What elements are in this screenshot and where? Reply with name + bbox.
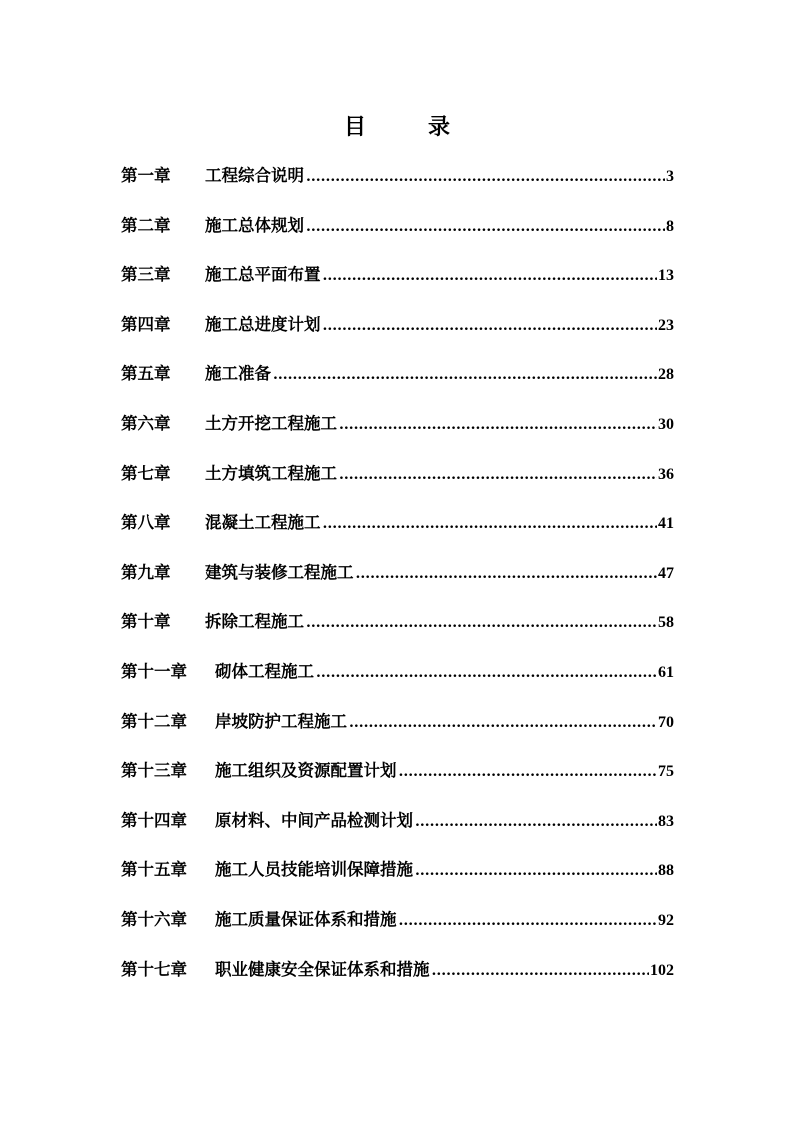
toc-dot-leader: [339, 411, 657, 439]
toc-dot-leader: [415, 857, 657, 885]
toc-dot-leader: [399, 758, 658, 786]
toc-chapter-title: 土方填筑工程施工: [205, 463, 337, 483]
toc-chapter-label: 第十一章: [121, 661, 187, 681]
toc-chapter-title: 施工组织及资源配置计划: [215, 761, 397, 781]
toc-chapter-label: 第九章: [121, 562, 171, 582]
toc-page-number: 36: [658, 465, 674, 483]
toc-chapter-label: 第十章: [121, 612, 171, 632]
toc-entry-9[interactable]: [121, 559, 674, 609]
toc-chapter-label: 第三章: [121, 265, 171, 285]
toc-chapter-title: 工程综合说明: [205, 166, 304, 185]
toc-chapter-label: 第七章: [121, 463, 171, 483]
toc-chapter-label: 第二章: [121, 215, 171, 235]
toc-dot-leader: [356, 560, 658, 588]
toc-chapter-title: 拆除工程施工: [205, 612, 304, 632]
toc-entry-4[interactable]: [121, 311, 674, 361]
toc-entry-5[interactable]: [121, 360, 674, 410]
toc-dot-leader: [306, 163, 665, 191]
toc-chapter-title: 施工准备: [205, 364, 271, 384]
toc-dot-leader: [432, 957, 650, 985]
toc-entry-17[interactable]: [121, 956, 674, 1006]
toc-dot-leader: [323, 312, 658, 340]
toc-chapter-label: 第十六章: [121, 909, 187, 929]
toc-entry-6[interactable]: [121, 410, 674, 460]
toc-chapter-title: 原材料、中间产品检测计划: [215, 810, 413, 830]
toc-chapter-label: 第一章: [121, 166, 171, 185]
toc-page-number: 28: [658, 366, 674, 384]
toc-dot-leader: [316, 659, 657, 687]
toc-chapter-label: 第十五章: [121, 860, 187, 880]
toc-chapter-label: 第十四章: [121, 810, 187, 830]
toc-entry-13[interactable]: [121, 757, 674, 807]
toc-chapter-title: 施工总体规划: [205, 215, 304, 235]
toc-entry-16[interactable]: [121, 906, 674, 956]
toc-chapter-title: 施工人员技能培训保障措施: [215, 860, 413, 880]
toc-chapter-label: 第十三章: [121, 761, 187, 781]
toc-entry-11[interactable]: [121, 658, 674, 708]
toc-page-number: 8: [666, 217, 674, 235]
toc-list: [121, 162, 674, 1005]
toc-title: 目 录: [343, 114, 470, 140]
toc-chapter-title: 职业健康安全保证体系和措施: [215, 959, 430, 979]
toc-page-number: 70: [658, 713, 674, 731]
toc-dot-leader: [306, 213, 665, 241]
toc-dot-leader: [273, 361, 657, 389]
toc-dot-leader: [306, 609, 657, 637]
toc-dot-leader: [323, 510, 658, 538]
toc-page-number: 47: [658, 564, 674, 582]
toc-chapter-title: 施工总进度计划: [205, 314, 321, 334]
toc-chapter-label: 第五章: [121, 364, 171, 384]
toc-page-number: 61: [658, 663, 674, 681]
toc-chapter-title: 砌体工程施工: [215, 661, 314, 681]
toc-page-number: 30: [658, 415, 674, 433]
toc-page-number: 75: [658, 763, 674, 781]
toc-page-number: 58: [658, 614, 674, 632]
toc-page-number: 23: [658, 316, 674, 334]
toc-entry-15[interactable]: [121, 856, 674, 906]
toc-dot-leader: [339, 461, 657, 489]
toc-dot-leader: [323, 262, 658, 290]
toc-entry-1[interactable]: [121, 162, 674, 212]
toc-entry-3[interactable]: [121, 261, 674, 311]
toc-page-number: 102: [650, 961, 674, 979]
toc-entry-10[interactable]: [121, 608, 674, 658]
toc-entry-7[interactable]: [121, 460, 674, 510]
toc-entry-14[interactable]: [121, 807, 674, 857]
toc-dot-leader: [399, 907, 658, 935]
toc-chapter-label: 第十二章: [121, 711, 187, 731]
toc-chapter-title: 土方开挖工程施工: [205, 413, 337, 433]
toc-page-number: 88: [658, 862, 674, 880]
toc-dot-leader: [349, 709, 657, 737]
toc-chapter-label: 第十七章: [121, 959, 187, 979]
toc-chapter-title: 混凝土工程施工: [205, 513, 321, 533]
toc-dot-leader: [415, 808, 657, 836]
toc-chapter-label: 第八章: [121, 513, 171, 533]
toc-chapter-title: 施工质量保证体系和措施: [215, 909, 397, 929]
toc-page-number: 83: [658, 812, 674, 830]
toc-chapter-label: 第四章: [121, 314, 171, 334]
toc-page-number: 3: [666, 168, 674, 185]
toc-chapter-label: 第六章: [121, 413, 171, 433]
toc-entry-12[interactable]: [121, 708, 674, 758]
toc-chapter-title: 建筑与装修工程施工: [205, 562, 354, 582]
toc-entry-8[interactable]: [121, 509, 674, 559]
toc-page-number: 92: [658, 911, 674, 929]
toc-page-number: 13: [658, 267, 674, 285]
toc-chapter-title: 岸坡防护工程施工: [215, 711, 347, 731]
toc-entry-2[interactable]: [121, 212, 674, 262]
toc-page-number: 41: [658, 515, 674, 533]
toc-chapter-title: 施工总平面布置: [205, 265, 321, 285]
